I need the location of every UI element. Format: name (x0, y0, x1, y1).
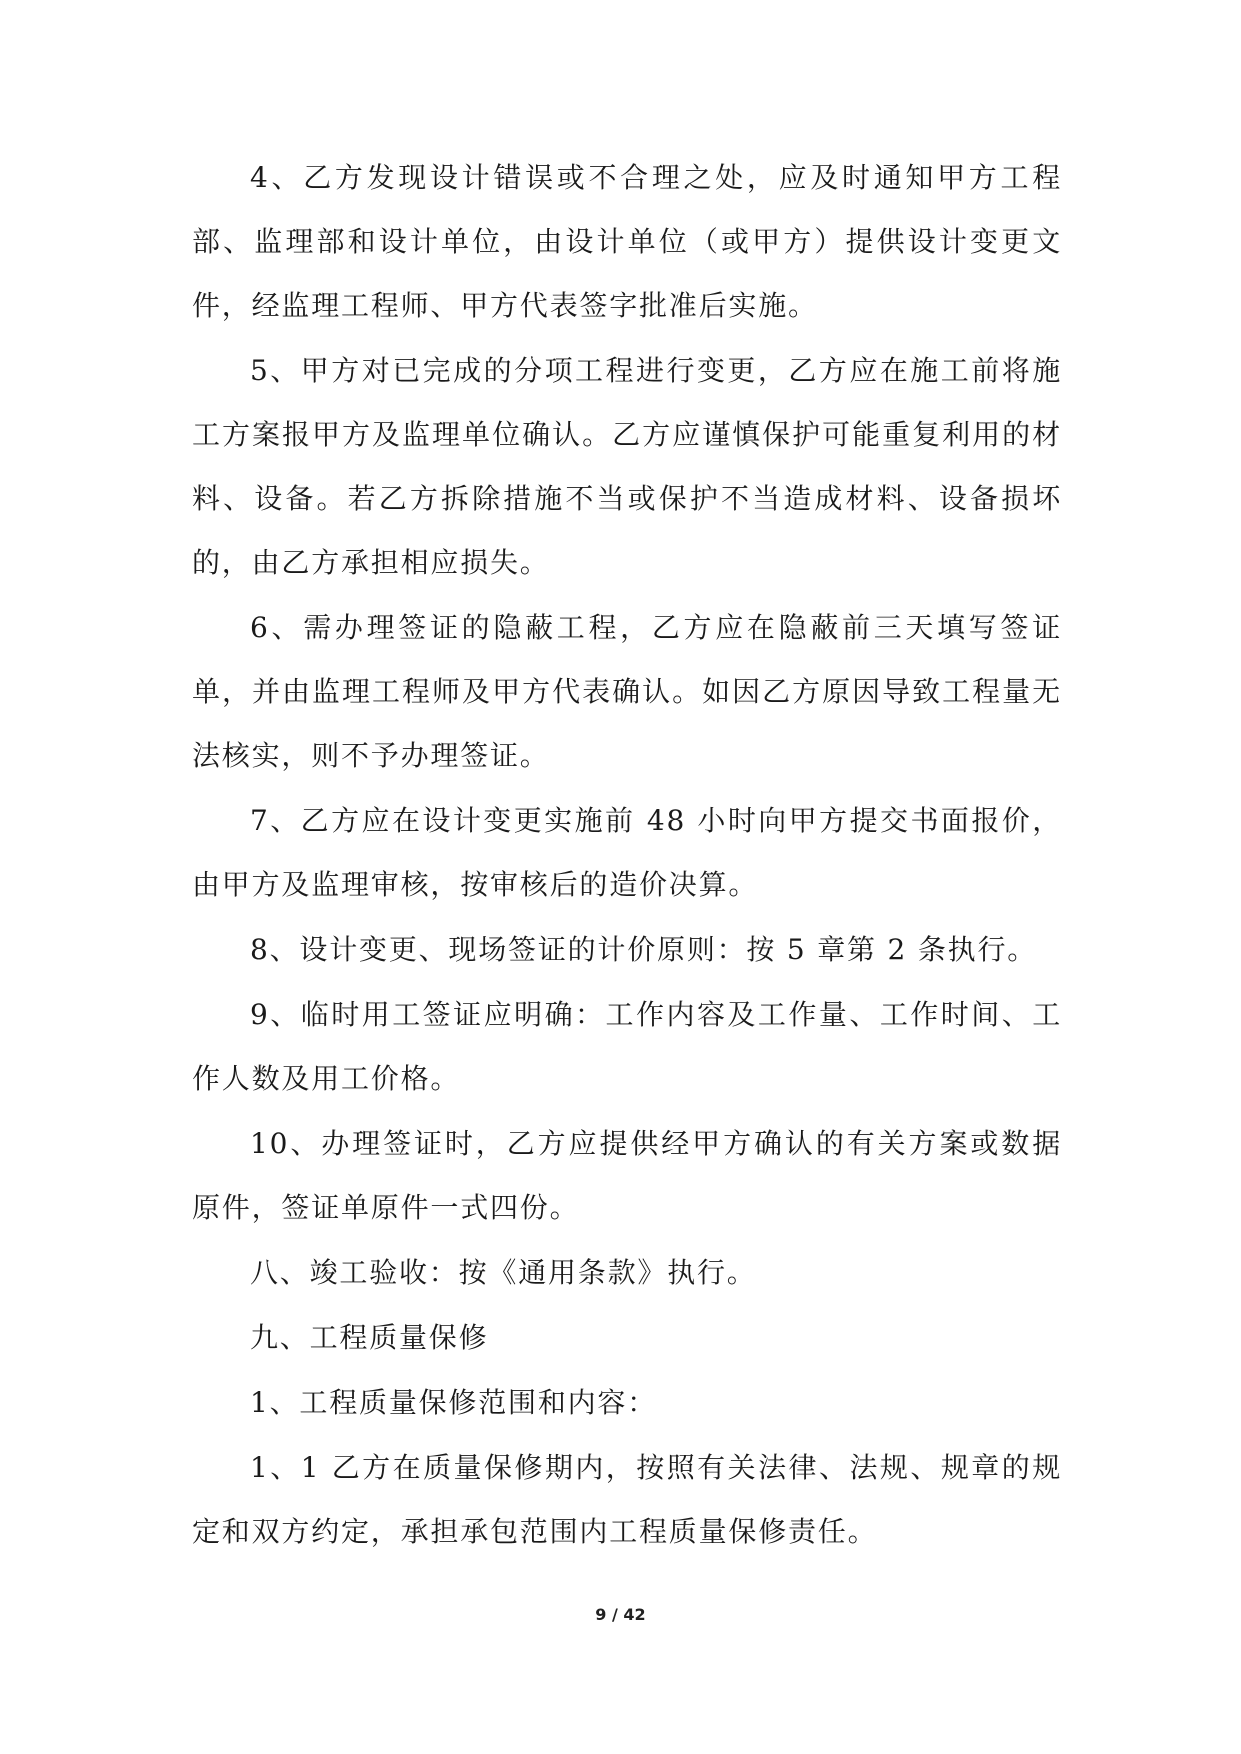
paragraph-clause-10: 10、办理签证时，乙方应提供经甲方确认的有关方案或数据原件，签证单原件一式四份。 (192, 1127, 1062, 1224)
paragraph-clause-8: 8、设计变更、现场签证的计价原则：按 5 章第 2 条执行。 (250, 933, 1038, 966)
paragraph-warranty-scope-1-1: 1、1 乙方在质量保修期内，按照有关法律、法规、规章的规定和双方约定，承担承包范围内工程质量保修责任。 (192, 1451, 1062, 1548)
paragraph-clause-4: 4、乙方发现设计错误或不合理之处，应及时通知甲方工程部、监理部和设计单位，由设计单位（或甲方）提供设计变更文件，经监理工程师、甲方代表签字批准后实施。 (192, 161, 1062, 322)
section-heading-quality-warranty: 九、工程质量保修 (250, 1321, 489, 1354)
page-number: 9 / 42 (595, 1605, 646, 1624)
paragraph-clause-9: 9、临时用工签证应明确：工作内容及工作量、工作时间、工作人数及用工价格。 (192, 998, 1062, 1095)
paragraph-clause-6: 6、需办理签证的隐蔽工程，乙方应在隐蔽前三天填写签证单，并由监理工程师及甲方代表确认。如因乙方原因导致工程量无法核实，则不予办理签证。 (192, 611, 1062, 772)
paragraph-clause-7: 7、乙方应在设计变更实施前 48 小时向甲方提交书面报价，由甲方及监理审核，按审核后的造价决算。 (192, 804, 1062, 901)
page-body (192, 146, 1062, 1565)
paragraph-warranty-scope: 1、工程质量保修范围和内容： (250, 1386, 658, 1419)
paragraph-clause-5: 5、甲方对已完成的分项工程进行变更，乙方应在施工前将施工方案报甲方及监理单位确认。乙方应谨慎保护可能重复利用的材料、设备。若乙方拆除措施不当或保护不当造成材料、设备损坏的，由乙方承担相应损失。 (192, 354, 1062, 579)
section-heading-completion-acceptance: 八、竣工验收：按《通用条款》执行。 (250, 1256, 757, 1289)
